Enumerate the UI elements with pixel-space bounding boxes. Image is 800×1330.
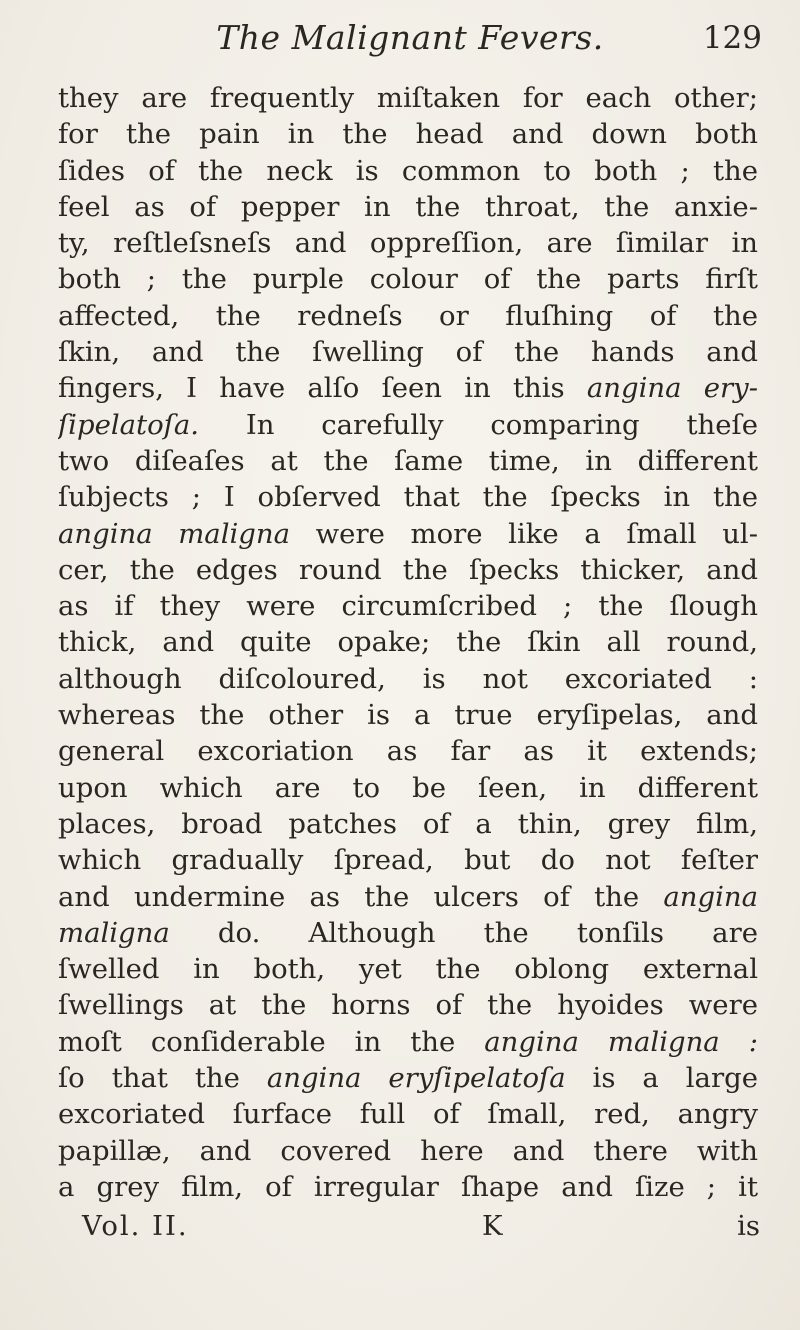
italic-phrase: angina maligna: [58, 517, 291, 550]
text-run: were more like a ſmall ul-: [290, 517, 758, 550]
text-line: [58, 370, 758, 406]
italic-phrase: ſipelatoſa.: [58, 408, 199, 441]
text-line: [58, 661, 758, 697]
text-run: excoriated ſurface full of ſmall, red, angry: [58, 1098, 758, 1131]
text-run: ſides of the neck is common to both ; the: [58, 154, 758, 187]
text-line: [58, 951, 758, 987]
text-run: ſkin, and the ſwelling of the hands and: [58, 336, 758, 369]
text-line: [58, 588, 758, 624]
text-run: cer, the edges round the ſpecks thicker, and: [58, 553, 758, 586]
text-run: ſubjects ; I obſerved that the ſpecks in the: [58, 481, 758, 514]
text-run: two diſeaſes at the ſame time, in different: [58, 444, 758, 477]
text-run: and undermine as the ulcers of the: [58, 880, 664, 913]
text-run: places, broad patches of a thin, grey film,: [58, 807, 758, 840]
text-line: [58, 516, 758, 552]
text-line: [58, 1060, 758, 1096]
text-line: [58, 915, 758, 951]
text-run: as if they were circumſcribed ; the ſlough: [58, 590, 758, 623]
text-line: [58, 987, 758, 1023]
volume-label: Vol. II.: [82, 1210, 189, 1242]
text-run: do. Although the tonſils are: [169, 916, 758, 949]
text-line: [58, 1169, 758, 1205]
text-run: which gradually ſpread, but do not feſter: [58, 844, 758, 877]
text-run: In carefully comparing theſe: [198, 408, 758, 441]
italic-phrase: angina maligna :: [484, 1025, 758, 1058]
text-line: [58, 842, 758, 878]
italic-phrase: angina: [663, 880, 758, 913]
text-line: [58, 770, 758, 806]
text-line: [58, 189, 758, 225]
text-run: ſo that the: [58, 1062, 267, 1095]
text-run: they are frequently miſtaken for each other;: [58, 82, 758, 114]
text-line: [58, 298, 758, 334]
text-line: [58, 697, 758, 733]
text-line: [58, 443, 758, 479]
text-run: thick, and quite opake; the ſkin all round,: [58, 626, 758, 659]
text-run: a grey film, of irregular ſhape and ſize ; it: [58, 1170, 758, 1203]
text-line: [58, 153, 758, 189]
italic-phrase: maligna: [58, 916, 170, 949]
text-run: ty, reſtleſsneſs and oppreſſion, are ſimilar in: [58, 227, 758, 260]
text-run: feel as of pepper in the throat, the anxie-: [58, 190, 758, 223]
text-line: [58, 1133, 758, 1169]
text-line: [58, 116, 758, 152]
body-text: [58, 80, 758, 1205]
text-run: papillæ, and covered here and there with: [58, 1134, 758, 1167]
text-run: affected, the redneſs or fluſhing of the: [58, 299, 758, 332]
text-line: [58, 334, 758, 370]
text-run: upon which are to be ſeen, in different: [58, 771, 758, 804]
text-run: general excoriation as far as it extends;: [58, 735, 758, 768]
text-line: [58, 225, 758, 261]
signature-line: [60, 1208, 760, 1244]
page-number: 129: [702, 20, 762, 56]
text-line: [58, 624, 758, 660]
text-line: [58, 552, 758, 588]
text-run: both ; the purple colour of the parts firſt: [58, 263, 758, 296]
text-run: is a large: [565, 1062, 758, 1095]
running-title: The Malignant Fevers.: [216, 18, 604, 57]
text-line: [58, 1096, 758, 1132]
text-line: [58, 733, 758, 769]
text-line: [58, 1024, 758, 1060]
text-run: fingers, I have alſo ſeen in this: [58, 372, 587, 405]
text-line: [58, 407, 758, 443]
text-run: ſwellings at the horns of the hyoides were: [58, 989, 758, 1022]
catchword: is: [737, 1210, 760, 1242]
text-run: although diſcoloured, is not excoriated :: [58, 662, 758, 695]
running-head: [60, 14, 760, 70]
text-line: [58, 261, 758, 297]
italic-phrase: angina ery-: [586, 372, 758, 405]
text-line: [58, 80, 758, 116]
text-run: ſwelled in both, yet the oblong external: [58, 953, 758, 986]
signature-mark: K: [482, 1210, 503, 1242]
text-run: whereas the other is a true eryſipelas, and: [58, 699, 758, 732]
text-line: [58, 806, 758, 842]
text-run: for the pain in the head and down both: [58, 118, 758, 151]
text-run: moſt conſiderable in the: [58, 1025, 485, 1058]
italic-phrase: angina eryſipelatoſa: [266, 1062, 566, 1095]
text-line: [58, 479, 758, 515]
text-line: [58, 879, 758, 915]
